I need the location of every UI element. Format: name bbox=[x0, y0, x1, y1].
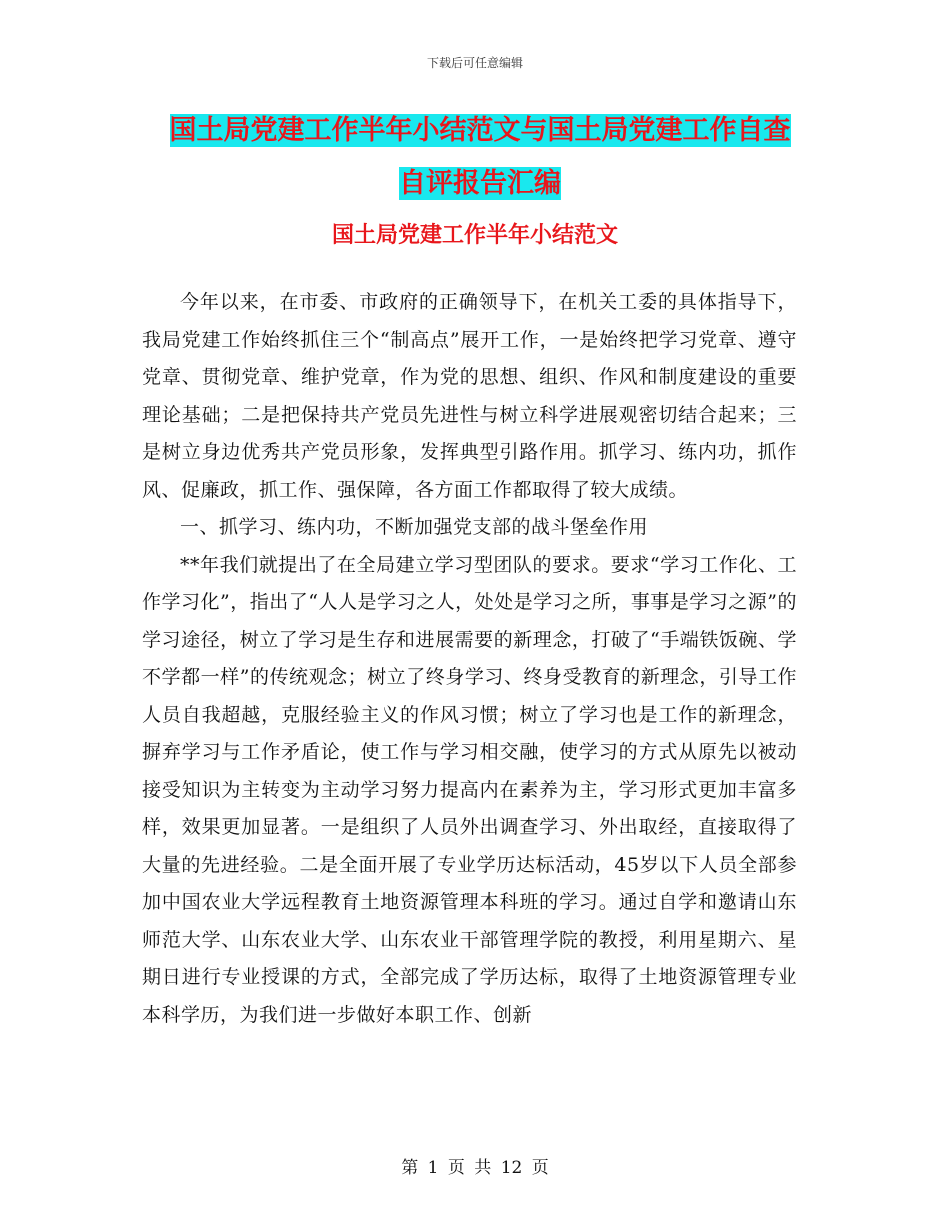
document-body bbox=[142, 284, 797, 1034]
page-footer: 第 1 页 共 12 页 bbox=[401, 1158, 549, 1178]
document-title bbox=[140, 104, 820, 210]
paragraph-heading-1: 一、抓学习、练内功，不断加强党支部的战斗堡垒作用 bbox=[180, 516, 649, 538]
section-title: 国土局党建工作半年小结范文 bbox=[331, 223, 618, 248]
paragraph-intro: 今年以来，在市委、市政府的正确领导下，在机关工委的具体指导下，我局党建工作始终抓住三个“制高点”展开工作，一是始终把学习党章、遵守党章、贯彻党章、维护党章，作为党的思想、组织、作风和制度建设的重要理论基础；二是把保持共产党员先进性与树立科学进展观密切结合起来；三是树立身边优秀共产党员形象，发挥典型引路作用。抓学习、练内功，抓作风、促廉政，抓工作、强保障，各方面工作都取得了较大成绩。 bbox=[142, 291, 797, 501]
header-note: 下载后可任意编辑 bbox=[426, 56, 523, 70]
paragraph-study: **年我们就提出了在全局建立学习型团队的要求。要求“学习工作化、工作学习化”，指出了“人人是学习之人，处处是学习之所，事事是学习之源”的学习途径，树立了学习是生存和进展需要的新理念，打破了“手端铁饭碗、学不学都一样”的传统观念；树立了终身学习、终身受教育的新理念，引导工作人员自我超越，克服经验主义的作风习惯；树立了学习也是工作的新理念，摒弃学习与工作矛盾论，使工作与学习相交融，使学习的方式从原先以被动接受知识为主转变为主动学习努力提高内在素养为主，学习形式更加丰富多样，效果更加显著。一是组织了人员外出调查学习、外出取经，直接取得了大量的先进经验。二是全面开展了专业学历达标活动，45岁以下人员全部参加中国农业大学远程教育土地资源管理本科班的学习。通过自学和邀请山东师范大学、山东农业大学、山东农业干部管理学院的教授，利用星期六、星期日进行专业授课的方式，全部完成了学历达标，取得了土地资源管理专业本科学历，为我们进一步做好本职工作、创新 bbox=[142, 553, 797, 1026]
document-title-line-2: 自评报告汇编 bbox=[399, 168, 561, 199]
document-title-line-1: 国土局党建工作半年小结范文与国土局党建工作自查 bbox=[169, 115, 791, 146]
